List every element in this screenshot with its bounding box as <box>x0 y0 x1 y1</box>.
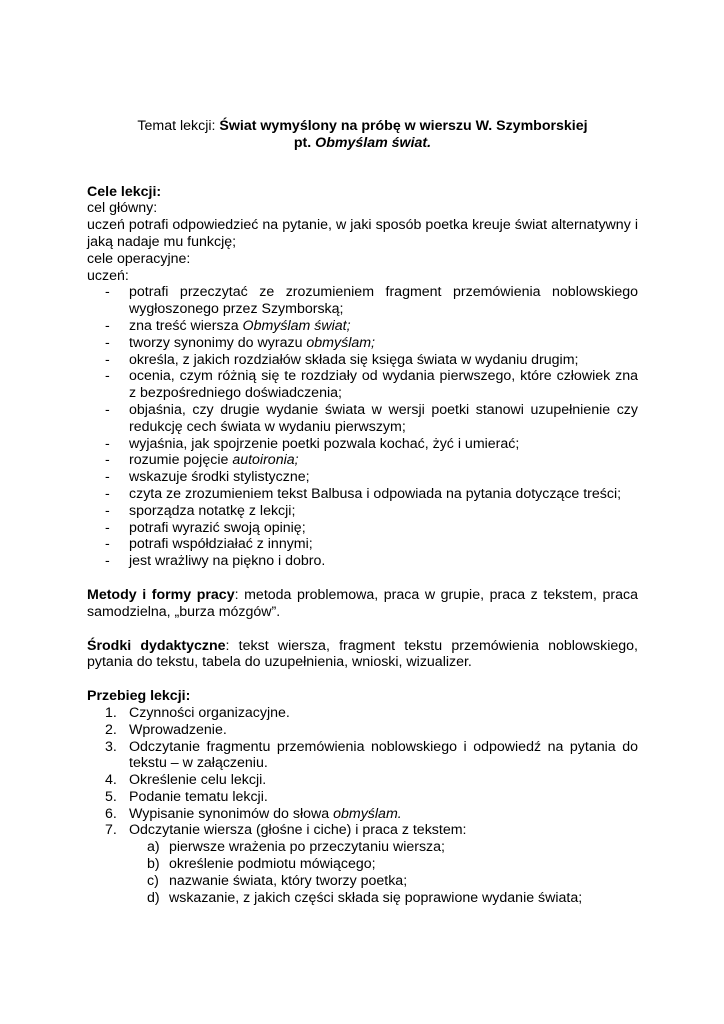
przebieg-substep-item <box>87 873 638 890</box>
przebieg-step-text: Odczytanie fragmentu przemówienia noblowskiego i odpowiedź na pytania do tekstu – w załączeniu. <box>129 738 638 772</box>
cele-list-item <box>87 520 638 537</box>
cele-operacyjne-label: cele operacyjne: <box>87 250 191 267</box>
przebieg-step-marker: 2. <box>105 721 117 738</box>
srodki-text: : tekst wiersza, fragment tekstu przemówienia noblowskiego, pytania do tekstu, tabela do uzupełnienia, wnioski, wizualizer. <box>87 637 638 671</box>
przebieg-substep-text: pierwsze wrażenia po przeczytaniu wiersza; <box>169 839 445 856</box>
przebieg-substep-marker: c) <box>147 872 159 889</box>
przebieg-step-marker: 1. <box>105 704 117 721</box>
przebieg-step-marker: 6. <box>105 805 117 822</box>
metody-text: : metoda problemowa, praca w grupie, praca z tekstem, praca samodzielna, „burza mózgów”. <box>87 586 639 620</box>
przebieg-step-marker: 4. <box>105 772 117 789</box>
przebieg-substep-marker: a) <box>147 839 160 856</box>
cele-list-text: sporządza notatkę z lekcji; <box>129 502 296 519</box>
cele-list-marker: - <box>105 519 110 536</box>
cele-list-marker: - <box>105 485 110 502</box>
przebieg-sublist <box>87 839 638 906</box>
cele-list-text: potrafi wyrazić swoją opinię; <box>129 519 306 536</box>
cele-list-marker: - <box>105 435 110 452</box>
cele-list-item <box>87 335 638 352</box>
cel-glowny-label: cel główny: <box>87 200 158 217</box>
przebieg-step-text: Podanie tematu lekcji. <box>129 788 268 805</box>
przebieg-substep-item <box>87 856 638 873</box>
cele-list-marker: - <box>105 334 110 351</box>
title-line2-italic: Obmyślam świat. <box>315 134 432 151</box>
srodki-paragraph <box>87 638 638 672</box>
cele-list-italic: autoironia; <box>232 452 299 469</box>
przebieg-step-item <box>87 806 638 823</box>
title-line2-bold: pt. <box>293 134 316 151</box>
cele-list-item <box>87 318 638 335</box>
cele-list-text: objaśnia, czy drugie wydanie świata w wersji poetki stanowi uzupełnienie czy redukcję cech świata w wydaniu pierwszym; <box>129 401 638 435</box>
document-page <box>87 118 638 906</box>
cele-list-item <box>87 553 638 570</box>
przebieg-step-marker: 7. <box>105 822 117 839</box>
przebieg-substep-text: wskazanie, z jakich części składa się poprawione wydanie świata; <box>169 889 583 906</box>
cele-list-item <box>87 436 638 453</box>
cele-list-marker: - <box>105 469 110 486</box>
cele-list-marker: - <box>105 536 110 553</box>
przebieg-step-text: Czynności organizacyjne. <box>129 704 290 721</box>
cele-list-italic: obmyślam; <box>306 334 375 351</box>
cele-list-text: wyjaśnia, jak spojrzenie poetki pozwala kochać, żyć i umierać; <box>129 435 520 452</box>
cele-list-item <box>87 402 638 436</box>
przebieg-substep-text: nazwanie świata, który tworzy poetka; <box>169 872 408 889</box>
cele-list-text: zna treść wiersza <box>129 317 243 334</box>
przebieg-substep-marker: d) <box>147 889 160 906</box>
cele-list-marker: - <box>105 368 110 385</box>
przebieg-step-text: Wypisanie synonimów do słowa <box>129 805 334 822</box>
srodki-label: Środki dydaktyczne <box>87 637 226 654</box>
przebieg-step-item <box>87 722 638 739</box>
cele-list-marker: - <box>105 317 110 334</box>
cele-list <box>87 284 638 570</box>
metody-paragraph <box>87 587 638 621</box>
uczen-label: uczeń: <box>87 267 129 284</box>
przebieg-substep-text: określenie podmiotu mówiącego; <box>169 856 376 873</box>
przebieg-section <box>87 688 638 906</box>
przebieg-substep-item <box>87 839 638 856</box>
cele-list-text: potrafi przeczytać ze zrozumieniem fragment przemówienia noblowskiego wygłoszonego przez Szymborską; <box>129 284 638 318</box>
cele-list-italic: Obmyślam świat; <box>242 317 351 334</box>
przebieg-substep-item <box>87 890 638 907</box>
cele-list-marker: - <box>105 452 110 469</box>
przebieg-step-item <box>87 789 638 806</box>
przebieg-step-text: Odczytanie wiersza (głośne i ciche) i praca z tekstem: <box>129 822 467 839</box>
cele-section <box>87 184 638 570</box>
cele-list-item <box>87 469 638 486</box>
cele-list-item <box>87 352 638 369</box>
cele-list-item <box>87 284 638 318</box>
przebieg-step-item <box>87 772 638 789</box>
lesson-title <box>87 118 638 152</box>
cele-list-text: określa, z jakich rozdziałów składa się księga świata w wydaniu drugim; <box>129 351 579 368</box>
cele-list-item <box>87 503 638 520</box>
cele-list-text: czyta ze zrozumieniem tekst Balbusa i odpowiada na pytania dotyczące treści; <box>129 485 622 502</box>
cele-list-item <box>87 452 638 469</box>
metody-label: Metody i formy pracy <box>87 586 235 603</box>
przebieg-list <box>87 705 638 839</box>
cele-list-text: jest wrażliwy na piękno i dobro. <box>129 553 326 570</box>
cele-list-marker: - <box>105 284 110 301</box>
cele-list-item <box>87 368 638 402</box>
cele-list-text: tworzy synonimy do wyrazu <box>129 334 307 351</box>
przebieg-step-marker: 3. <box>105 738 117 755</box>
cele-heading: Cele lekcji: <box>87 183 162 200</box>
przebieg-step-item <box>87 822 638 839</box>
przebieg-step-italic: obmyślam. <box>333 805 402 822</box>
title-bold: Świat wymyślony na próbę w wierszu W. Szymborskiej <box>219 118 588 134</box>
cele-list-marker: - <box>105 401 110 418</box>
przebieg-step-marker: 5. <box>105 788 117 805</box>
cele-list-marker: - <box>105 553 110 570</box>
przebieg-step-item <box>87 739 638 773</box>
cele-list-text: wskazuje środki stylistyczne; <box>129 469 310 486</box>
przebieg-substep-marker: b) <box>147 856 160 873</box>
title-prefix: Temat lekcji: <box>137 118 220 134</box>
title-line2 <box>87 135 638 152</box>
cel-glowny-text: uczeń potrafi odpowiedzieć na pytanie, w jaki sposób poetka kreuje świat alternatywny i jaką nadaje mu funkcję; <box>87 217 638 250</box>
cele-list-item <box>87 486 638 503</box>
przebieg-step-item <box>87 705 638 722</box>
przebieg-step-text: Określenie celu lekcji. <box>129 772 267 789</box>
cele-list-text: ocenia, czym różnią się te rozdziały od wydania pierwszego, które człowiek zna z bezpośredniego doświadczenia; <box>129 368 638 402</box>
cele-list-item <box>87 536 638 553</box>
cele-list-text: potrafi współdziałać z innymi; <box>129 536 313 553</box>
przebieg-heading: Przebieg lekcji: <box>87 688 191 705</box>
cele-list-marker: - <box>105 502 110 519</box>
cele-list-text: rozumie pojęcie <box>129 452 233 469</box>
cele-list-marker: - <box>105 351 110 368</box>
przebieg-step-text: Wprowadzenie. <box>129 721 227 738</box>
